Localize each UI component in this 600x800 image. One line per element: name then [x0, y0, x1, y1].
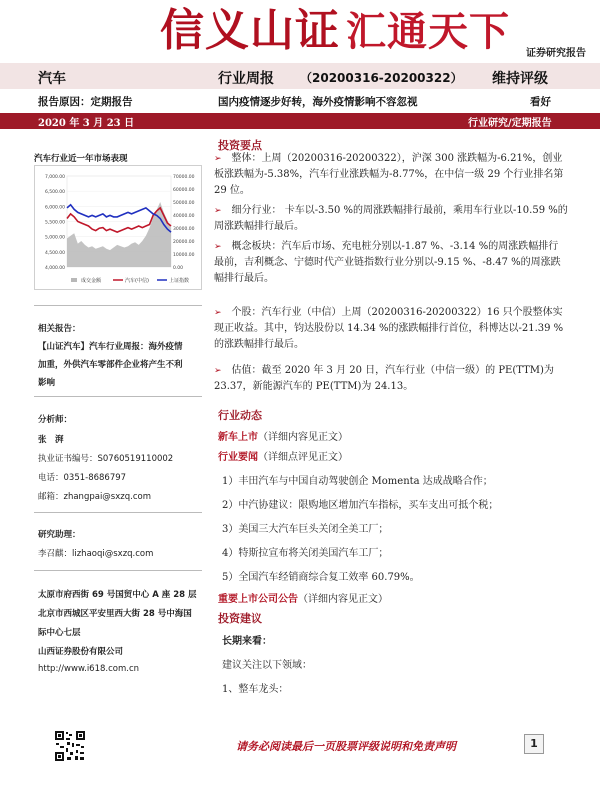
- rating-value: 看好: [530, 96, 551, 108]
- divider: [34, 305, 202, 306]
- y-tick-label-left: 6,000.00: [44, 205, 65, 211]
- phone: 电话：0351-8686797: [38, 473, 127, 483]
- point-concepts: ➢ 概念板块：汽车后市场、充电桩分别以-1.87 %、-3.14 %的周涨跌幅排行最前，吉利概念、宁德时代产业链指数行业分别以-9.15 %、-8.47 %的周涨跌幅排行最后。: [214, 241, 561, 284]
- market-chart-svg: [35, 166, 201, 289]
- qr-code-icon: [54, 730, 86, 762]
- report-date: 2020 年 3 月 23 日: [38, 118, 135, 129]
- long-term-heading: 长期来看：: [222, 636, 272, 647]
- y-tick-label-right: 30000.00: [173, 227, 195, 232]
- report-reason: 报告原因：定期报告: [38, 96, 133, 108]
- news-item: 1）丰田汽车与中国自动驾驶创企 Momenta 达成战略合作；: [222, 476, 493, 487]
- advice-title: 投资建议: [218, 612, 262, 625]
- website-link[interactable]: http://www.i618.com.cn: [38, 664, 140, 674]
- y-tick-label-left: 5,000.00: [44, 235, 65, 241]
- assistant-title: 研究助理：: [38, 530, 81, 540]
- y-tick-label-right: 60000.00: [173, 188, 195, 193]
- bullet-arrow-icon: ➢: [214, 154, 222, 164]
- address-beijing-2: 际中心七层: [38, 628, 81, 638]
- header-row-date: [0, 113, 600, 129]
- bullet-arrow-icon: ➢: [214, 366, 222, 376]
- analyst-title: 分析师：: [38, 415, 73, 425]
- brand-slogan: [160, 0, 510, 58]
- y-tick-label-left: 4,000.00: [44, 266, 65, 271]
- bullet-arrow-icon: ➢: [214, 242, 222, 252]
- news-item: 2）中汽协建议：限购地区增加汽车指标，买车支出可抵个税；: [222, 500, 499, 511]
- divider: [34, 570, 202, 571]
- brand-part2: 汇通天下: [346, 8, 510, 55]
- assistant-contact[interactable]: 李召麒：lizhaoqi@sxzq.com: [38, 549, 154, 559]
- news-item: 3）美国三大汽车巨头关闭全美工厂；: [222, 524, 389, 535]
- news-heading: 行业要闻（详细点评见正文）: [218, 452, 348, 463]
- divider: [34, 396, 202, 397]
- divider: [34, 512, 202, 513]
- report-period: （20200316-20200322）: [300, 71, 463, 85]
- summary-title: 投资要点: [218, 139, 262, 152]
- related-line-3[interactable]: 影响: [38, 378, 56, 388]
- y-tick-label-left: 6,500.00: [44, 190, 65, 196]
- y-tick-label-right: 40000.00: [173, 214, 195, 219]
- news-item: 4）特斯拉宣布将关闭美国汽车工厂；: [222, 548, 389, 559]
- chart-title: 汽车行业近一年市场表现: [34, 154, 128, 164]
- bullet-arrow-icon: ➢: [214, 206, 222, 216]
- related-line-1[interactable]: 【山证汽车】汽车行业周报：海外疫情: [38, 342, 183, 352]
- report-type: 行业周报: [218, 71, 274, 87]
- brand-part1: 信义山证: [160, 5, 340, 56]
- address-taiyuan: 太原市府西街 69 号国贸中心 A 座 28 层: [38, 590, 197, 600]
- y-tick-label-right: 10000.00: [173, 253, 195, 258]
- legend-swatch: [71, 278, 77, 282]
- header-banner: [0, 0, 600, 62]
- header-row-main: [0, 63, 600, 89]
- dynamics-title: 行业动态: [218, 409, 262, 422]
- y-tick-label-right: 50000.00: [173, 201, 195, 206]
- y-tick-label-right: 0.00: [173, 266, 184, 271]
- point-segments: ➢ 细分行业： 卡车以-3.50 %的周涨跌幅排行最前，乘用车行业以-10.59 %的周涨跌幅排行最后。: [214, 205, 568, 232]
- company-name: 山西证券股份有限公司: [38, 647, 124, 657]
- announce-heading: 重要上市公司公告（详细内容见正文）: [218, 594, 388, 605]
- legend-label: 汽车(中信): [125, 278, 149, 284]
- y-tick-label-right: 20000.00: [173, 240, 195, 245]
- license-number: 执业证书编号：S0760519110002: [38, 454, 174, 464]
- report-kind-label: 证券研究报告: [526, 48, 586, 59]
- email[interactable]: 邮箱：zhangpai@sxzq.com: [38, 492, 151, 502]
- y-tick-label-right: 70000.00: [173, 175, 195, 180]
- first-recommendation: 1、整车龙头：: [222, 684, 289, 695]
- header-row-sub: [0, 89, 600, 111]
- bullet-arrow-icon: ➢: [214, 308, 222, 318]
- report-category: 行业研究/定期报告: [468, 118, 552, 129]
- address-beijing-1: 北京市西城区平安里西大街 28 号中海国: [38, 609, 192, 619]
- rating-label: 维持评级: [492, 71, 548, 87]
- point-overall: ➢ 整体：上周（20200316-20200322），沪深 300 涨跌幅为-6.21%，创业板涨跌幅为-5.38%，汽车行业涨跌幅为-8.77%，在中信一级 29 个行业排名第 29 位。: [214, 153, 564, 196]
- legend-label: 上证指数: [169, 278, 190, 284]
- point-stocks: ➢ 个股：汽车行业（中信）上周（20200316-20200322）16 只个股整体实现正收益。其中，钧达股份以 14.34 %的涨跌幅排行首位，科博达以-21.39 %的涨跌幅排行最后。: [214, 307, 564, 350]
- industry-name: 汽车: [38, 71, 66, 87]
- footer-disclaimer: 请务必阅读最后一页股票评级说明和免责声明: [236, 740, 456, 753]
- new-car-heading: 新车上市（详细内容见正文）: [218, 432, 348, 443]
- related-line-2[interactable]: 加重，外供汽车零部件企业将产生不利: [38, 360, 183, 370]
- y-tick-label-left: 7,000.00: [44, 175, 65, 180]
- report-headline: 国内疫情逐步好转，海外疫情影响不容忽视: [218, 96, 418, 108]
- legend-label: 成交金额: [81, 278, 102, 284]
- market-chart: [34, 165, 202, 290]
- analyst-name: 张 湃: [38, 435, 64, 445]
- y-tick-label-left: 4,500.00: [44, 250, 65, 256]
- related-title: 相关报告：: [38, 324, 81, 334]
- y-tick-label-left: 5,500.00: [44, 220, 65, 226]
- suggestion-text: 建议关注以下领域：: [222, 660, 312, 671]
- page-number: 1: [524, 734, 544, 754]
- point-valuation: ➢ 估值：截至 2020 年 3 月 20 日，汽车行业（中信一级）的 PE(TTM)为 23.37，新能源汽车的 PE(TTM)为 24.13。: [214, 365, 554, 392]
- news-item: 5）全国汽车经销商综合复工效率 60.79%。: [222, 572, 420, 583]
